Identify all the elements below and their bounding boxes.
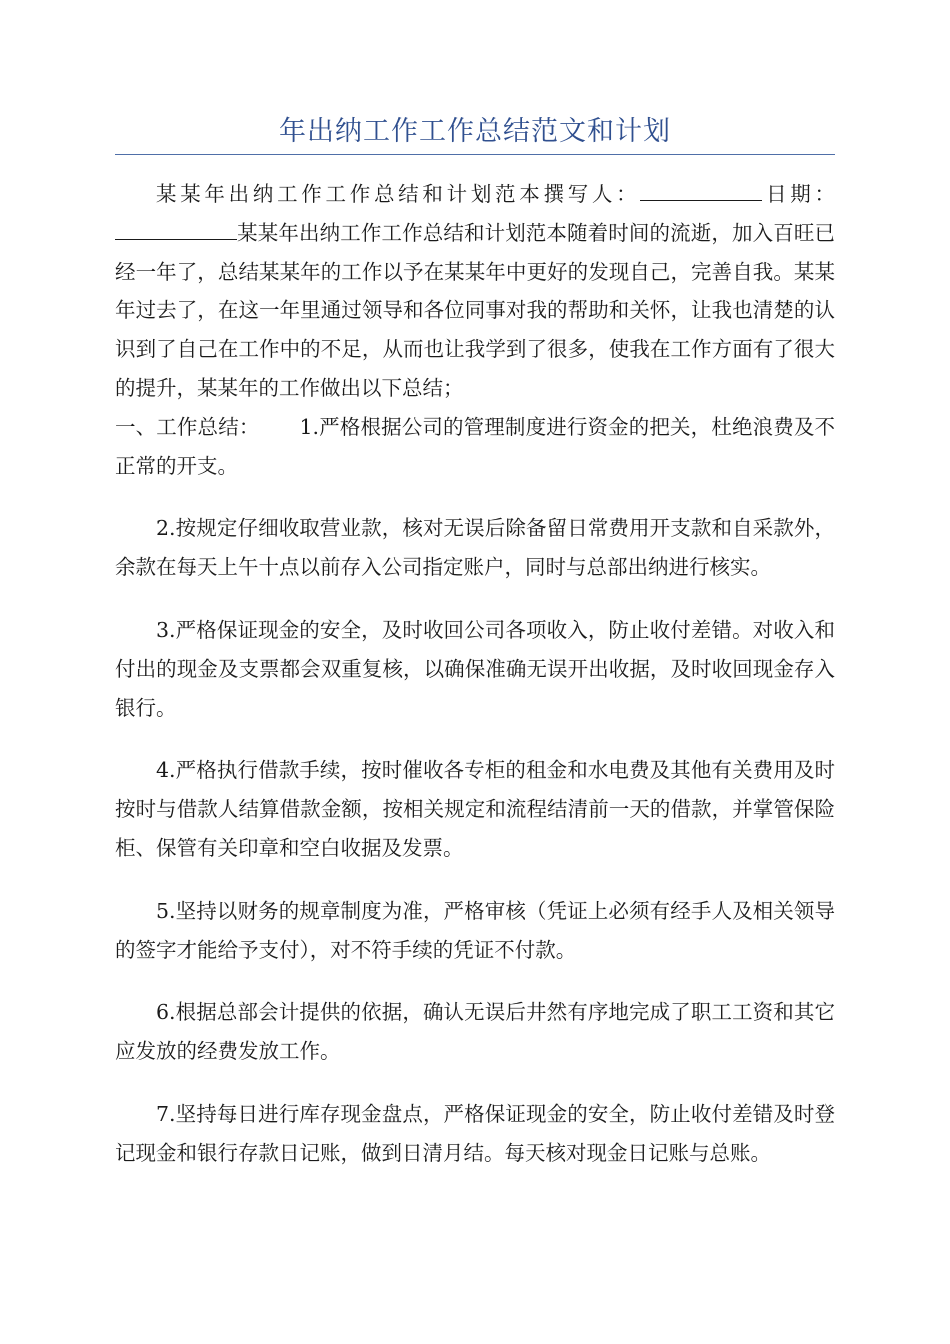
item-6: 6.根据总部会计提供的依据，确认无误后井然有序地完成了职工工资和其它应发放的经费发放工作。: [115, 1000, 835, 1064]
item-3: 3.严格保证现金的安全，及时收回公司各项收入，防止收付差错。对收入和付出的现金及支票都会双重复核，以确保准确无误开出收据，及时收回现金存入银行。: [115, 617, 835, 720]
intro-paragraph: [115, 175, 835, 408]
item-7: 7.坚持每日进行库存现金盘点，严格保证现金的安全，防止收付差错及时登记现金和银行存款日记账，做到日清月结。每天核对现金日记账与总账。: [115, 1101, 835, 1165]
date-blank: [115, 217, 237, 240]
author-blank: [640, 178, 762, 201]
item-1: 1.严格根据公司的管理制度进行资金的把关，杜绝浪费及不正常的开支。: [115, 414, 836, 478]
section-paragraph: [115, 408, 835, 486]
document-title: 年出纳工作工作总结范文和计划: [279, 116, 671, 147]
item-5: 5.坚持以财务的规章制度为准，严格审核（凭证上必须有经手人及相关领导的签字才能给予支付），对不符手续的凭证不付款。: [115, 898, 835, 962]
document-body: [115, 175, 835, 1173]
date-label: 日期：: [762, 182, 836, 206]
title-underline: [115, 154, 835, 155]
intro-text: 某某年出纳工作工作总结和计划范本随着时间的流逝，加入百旺已经一年了，总结某某年的工作以予在某某年中更好的发现自己，完善自我。某某年过去了，在这一年里通过领导和各位同事对我的帮助和关怀，让我也清楚的认识到了自己在工作中的不足，从而也让我学到了很多，使我在工作方面有了很大的提升，某某年的工作做出以下总结；: [115, 220, 835, 400]
item-2: 2.按规定仔细收取营业款，核对无误后除备留日常费用开支款和自采款外，余款在每天上午十点以前存入公司指定账户，同时与总部出纳进行核实。: [115, 516, 835, 580]
intro-lead: 某某年出纳工作工作总结和计划范本撰写人：: [156, 182, 641, 206]
item-4: 4.严格执行借款手续，按时催收各专柜的租金和水电费及其他有关费用及时按时与借款人结算借款金额，按相关规定和流程结清前一天的借款，并掌管保险柜、保管有关印章和空白收据及发票。: [115, 758, 835, 860]
section-heading: 一、工作总结：: [115, 414, 260, 439]
